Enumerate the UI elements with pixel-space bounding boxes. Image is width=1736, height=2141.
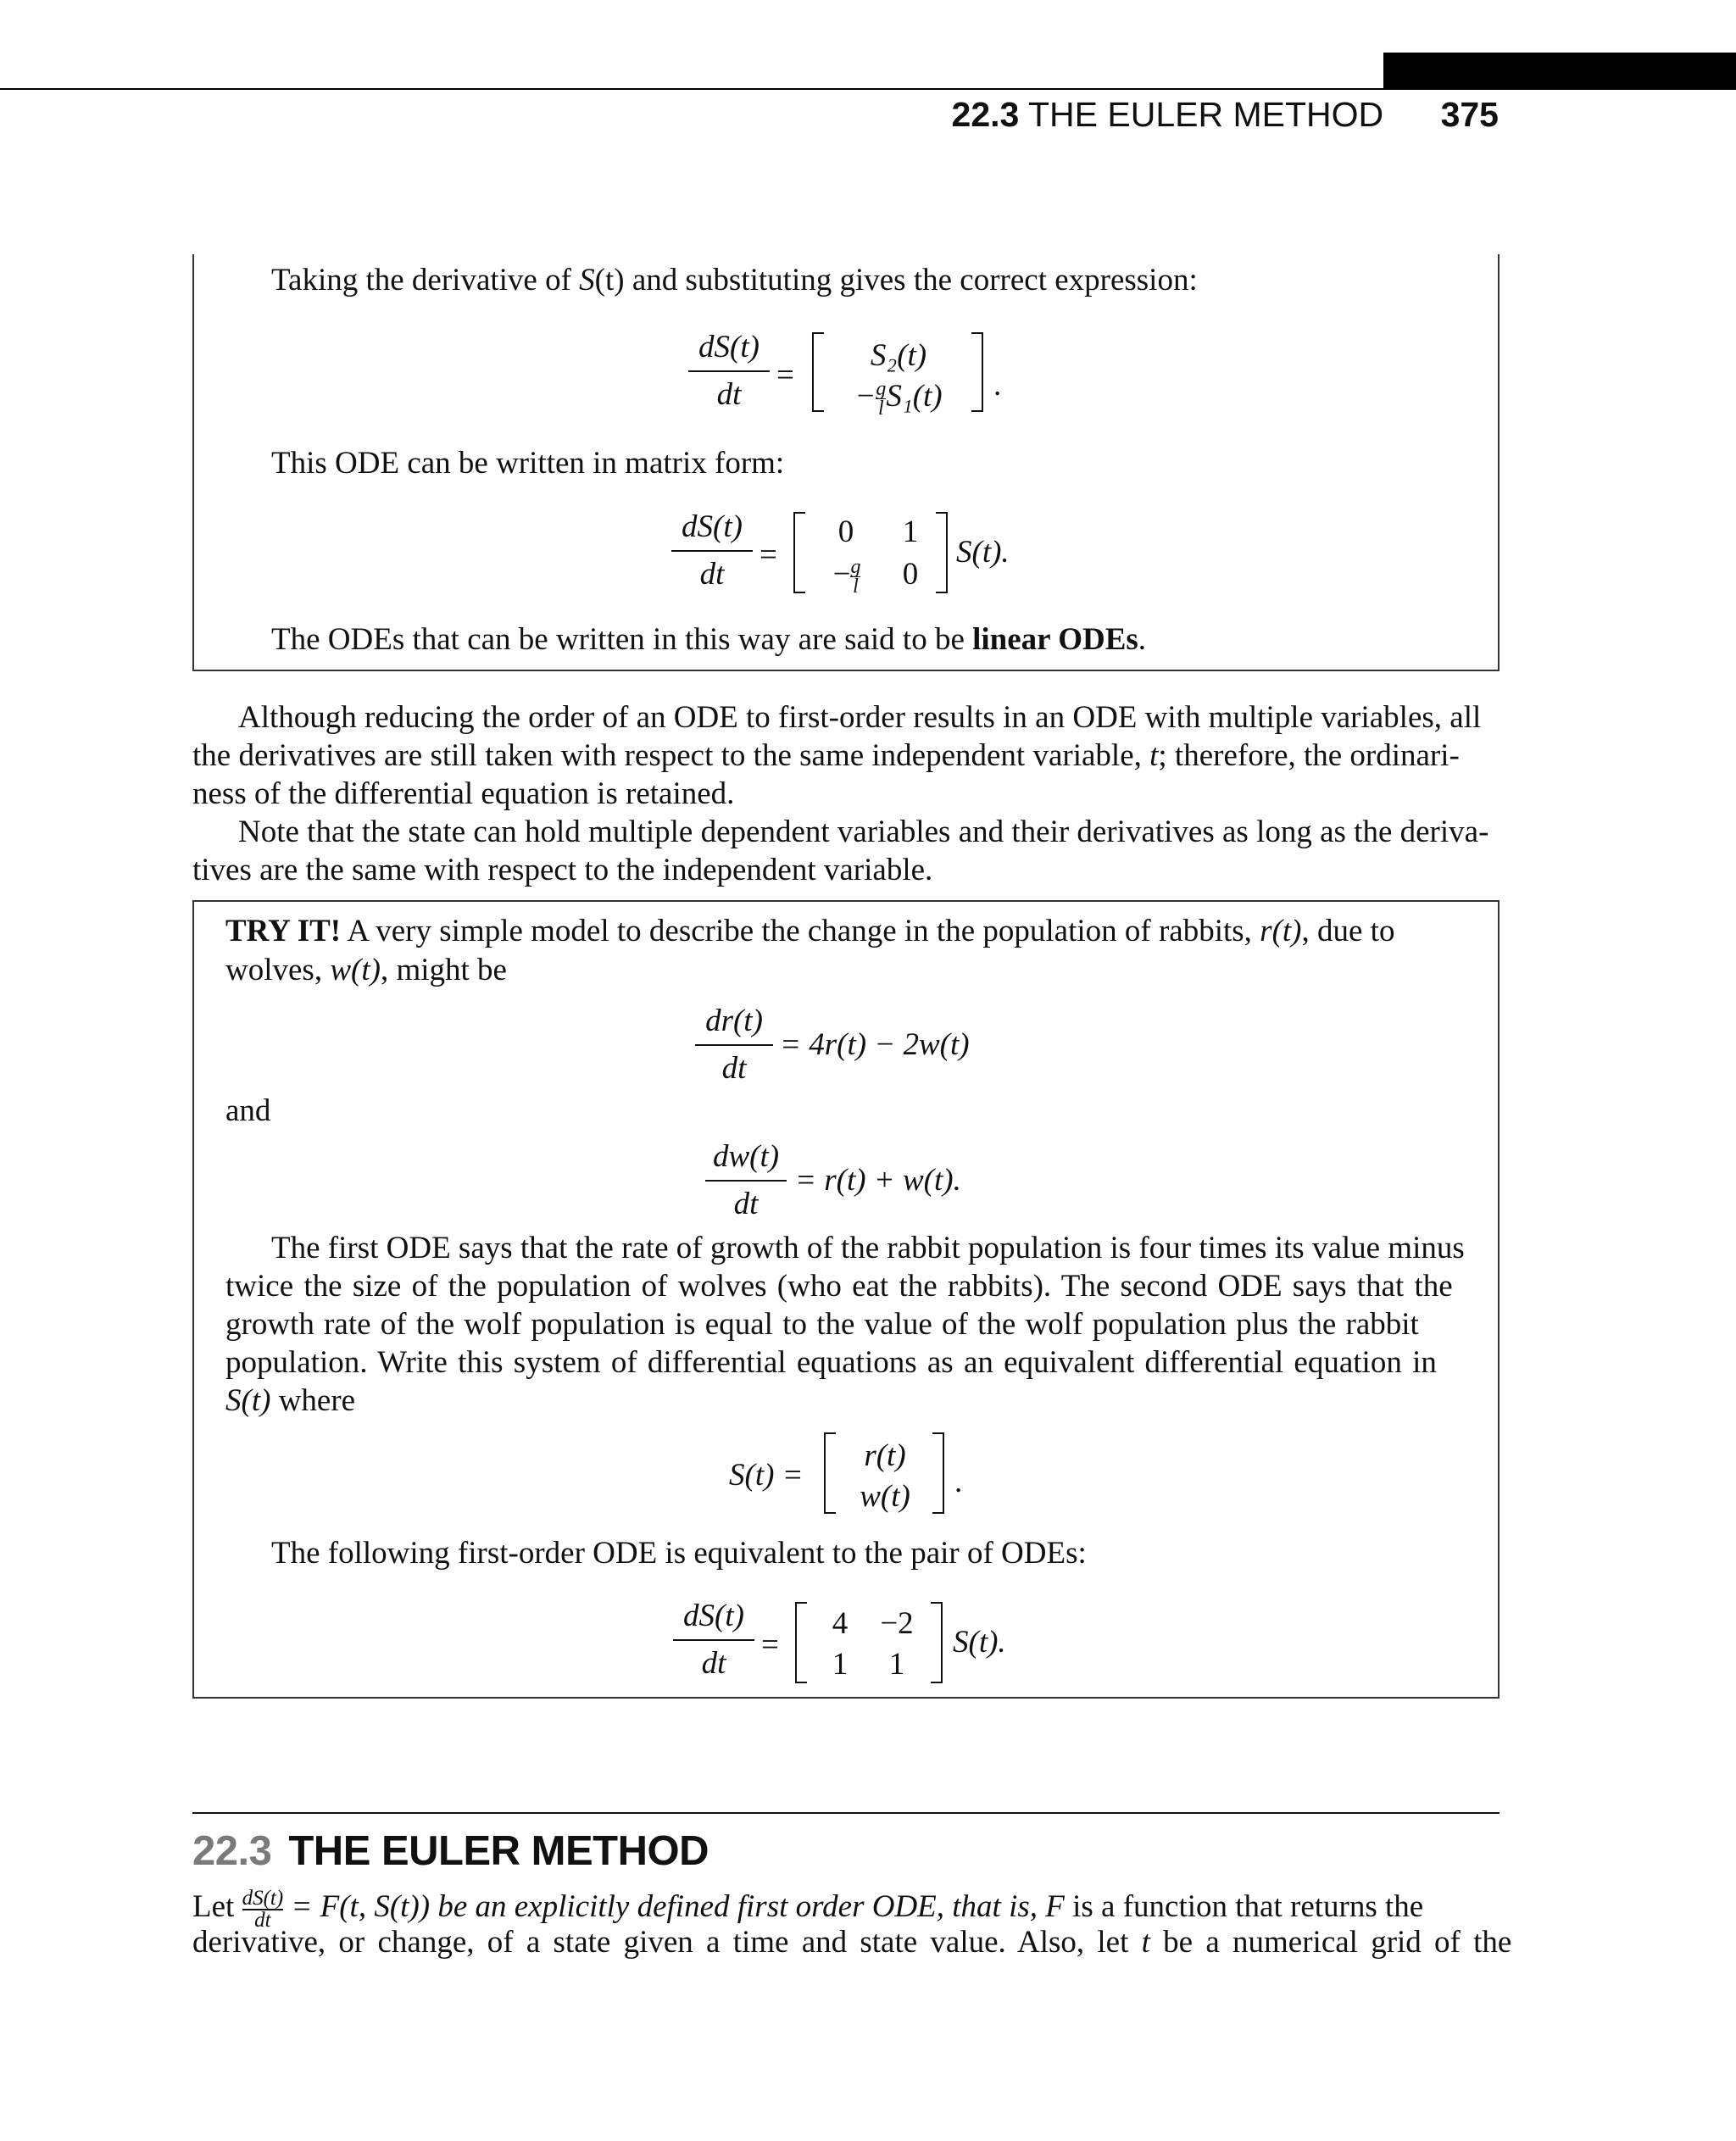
section-rule	[192, 1812, 1500, 1814]
try-it-label: TRY IT!	[225, 914, 342, 948]
running-head-section-number: 22.3	[951, 95, 1020, 134]
try-it-para-line-5: S(t) where	[225, 1383, 356, 1418]
box-text-line-2: This ODE can be written in matrix form:	[271, 446, 785, 481]
header-black-tab	[1383, 53, 1736, 90]
try-it-para-line-1: The first ODE says that the rate of growth of the rabbit population is four times its value minus	[271, 1231, 1465, 1265]
section-text-line-1: Let $\frac{dS(t)}{dt} = F(t$, S(t)) be an explicitly defined first order ODE, that is, F is a function that returns the	[192, 1887, 1424, 1932]
paragraph-2-line-2: tives are the same with respect to the independent variable.	[192, 853, 933, 887]
section-title: THE EULER METHOD	[288, 1828, 709, 1874]
try-it-para-line-4: population. Write this system of differential equations as an equivalent differential equation in	[225, 1345, 1437, 1380]
try-it-intro-line-1: TRY IT! A very simple model to describe the change in the population of rabbits, r(t), due to	[225, 914, 1395, 948]
try-it-intro-line-2: wolves, w(t), might be	[225, 953, 507, 987]
try-it-following-line: The following first-order ODE is equivalent to the pair of ODEs:	[271, 1536, 1087, 1571]
paragraph-1-line-1: Although reducing the order of an ODE to first-order results in an ODE with multiple variables, all	[238, 700, 1482, 735]
section-number: 22.3	[192, 1828, 272, 1874]
running-head-title: THE EULER METHOD	[1028, 95, 1384, 134]
header-rule	[0, 88, 1736, 90]
try-it-para-line-3: growth rate of the wolf population is equal to the value of the wolf population plus the rabbit	[225, 1307, 1419, 1342]
running-head	[952, 95, 1499, 135]
paragraph-1-line-2: the derivatives are still taken with respect to the same independent variable, t; therefore, the ordinari-	[192, 738, 1460, 773]
try-it-para-line-2: twice the size of the population of wolves (who eat the rabbits). The second ODE says that the	[225, 1269, 1453, 1304]
box-text-line-1: Taking the derivative of S(t) and substituting gives the correct expression:	[271, 263, 1198, 298]
paragraph-2-line-1: Note that the state can hold multiple dependent variables and their derivatives as long as the deriva-	[238, 815, 1489, 849]
page-number: 375	[1440, 95, 1499, 134]
paragraph-1-line-3: ness of the differential equation is retained.	[192, 776, 735, 811]
box-text-line-3: The ODEs that can be written in this way are said to be linear ODEs.	[271, 622, 1147, 657]
section-text-line-2: derivative, or change, of a state given a time and state value. Also, let t be a numerical grid of the	[192, 1925, 1512, 1960]
section-heading	[192, 1827, 709, 1875]
and-text: and	[225, 1093, 271, 1128]
